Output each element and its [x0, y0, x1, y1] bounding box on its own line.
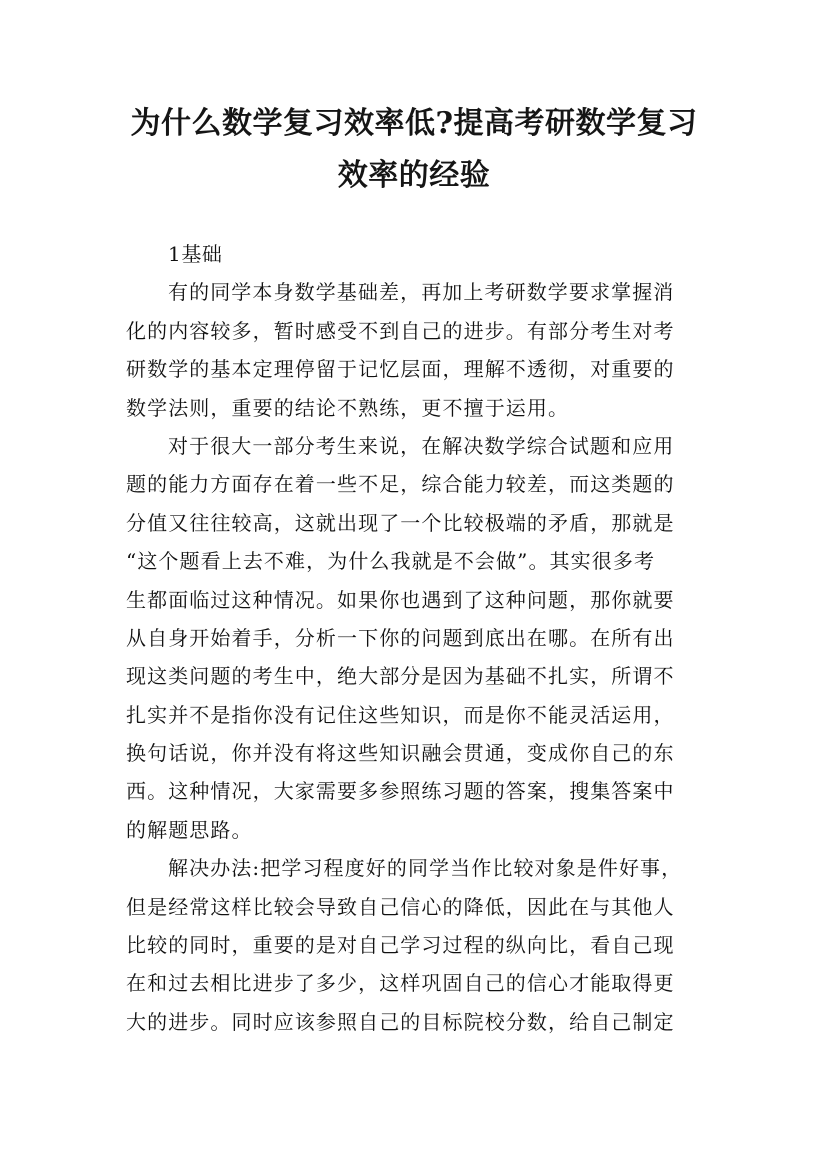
paragraph-line: 但是经常这样比较会导致自己信心的降低，因此在与其他人	[126, 894, 675, 919]
paragraph-line: 比较的同时，重要的是对自己学习过程的纵向比，看自己现	[126, 933, 675, 958]
paragraph-line: 分值又往往较高，这就出现了一个比较极端的矛盾，那就是	[126, 510, 675, 535]
section-heading: 1基础	[168, 242, 223, 266]
paragraph-line: “这个题看上去不难，为什么我就是不会做”。其实很多考	[126, 549, 656, 574]
paragraph-line: 有的同学本身数学基础差，再加上考研数学要求掌握消	[168, 280, 675, 305]
paragraph-line: 的解题思路。	[126, 817, 253, 842]
title-line-2: 效率的经验	[337, 158, 491, 193]
paragraph-1	[126, 273, 712, 427]
paragraph-line: 在和过去相比进步了多少，这样巩固自己的信心才能取得更	[126, 971, 675, 996]
paragraph-line: 解决办法:把学习程度好的同学当作比较对象是件好事，	[168, 856, 683, 881]
paragraph-line: 西。这种情况，大家需要多参照练习题的答案，搜集答案中	[126, 779, 675, 804]
paragraph-line: 研数学的基本定理停留于记忆层面，理解不透彻，对重要的	[126, 357, 675, 382]
paragraph-line: 大的进步。同时应该参照自己的目标院校分数，给自己制定	[126, 1009, 675, 1034]
paragraph-2	[126, 427, 712, 849]
paragraph-line: 生都面临过这种情况。如果你也遇到了这种问题，那你就要	[126, 587, 675, 612]
paragraph-line: 题的能力方面存在着一些不足，综合能力较差，而这类题的	[126, 472, 675, 497]
document-body	[126, 235, 712, 1041]
paragraph-line: 现这类问题的考生中，绝大部分是因为基础不扎实，所谓不	[126, 664, 675, 689]
paragraph-line: 从自身开始着手，分析一下你的问题到底出在哪。在所有出	[126, 625, 675, 650]
paragraph-line: 化的内容较多，暂时感受不到自己的进步。有部分考生对考	[126, 318, 675, 343]
title-line-1: 为什么数学复习效率低?提高考研数学复习	[130, 106, 698, 141]
paragraph-line: 换句话说，你并没有将这些知识融会贯通，变成你自己的东	[126, 741, 675, 766]
document-title	[118, 98, 710, 202]
paragraph-line: 对于很大一部分考生来说，在解决数学综合试题和应用	[168, 433, 675, 458]
paragraph-3	[126, 849, 712, 1041]
paragraph-line: 扎实并不是指你没有记住这些知识，而是你不能灵活运用，	[126, 702, 675, 727]
paragraph-line: 数学法则，重要的结论不熟练，更不擅于运用。	[126, 395, 570, 420]
